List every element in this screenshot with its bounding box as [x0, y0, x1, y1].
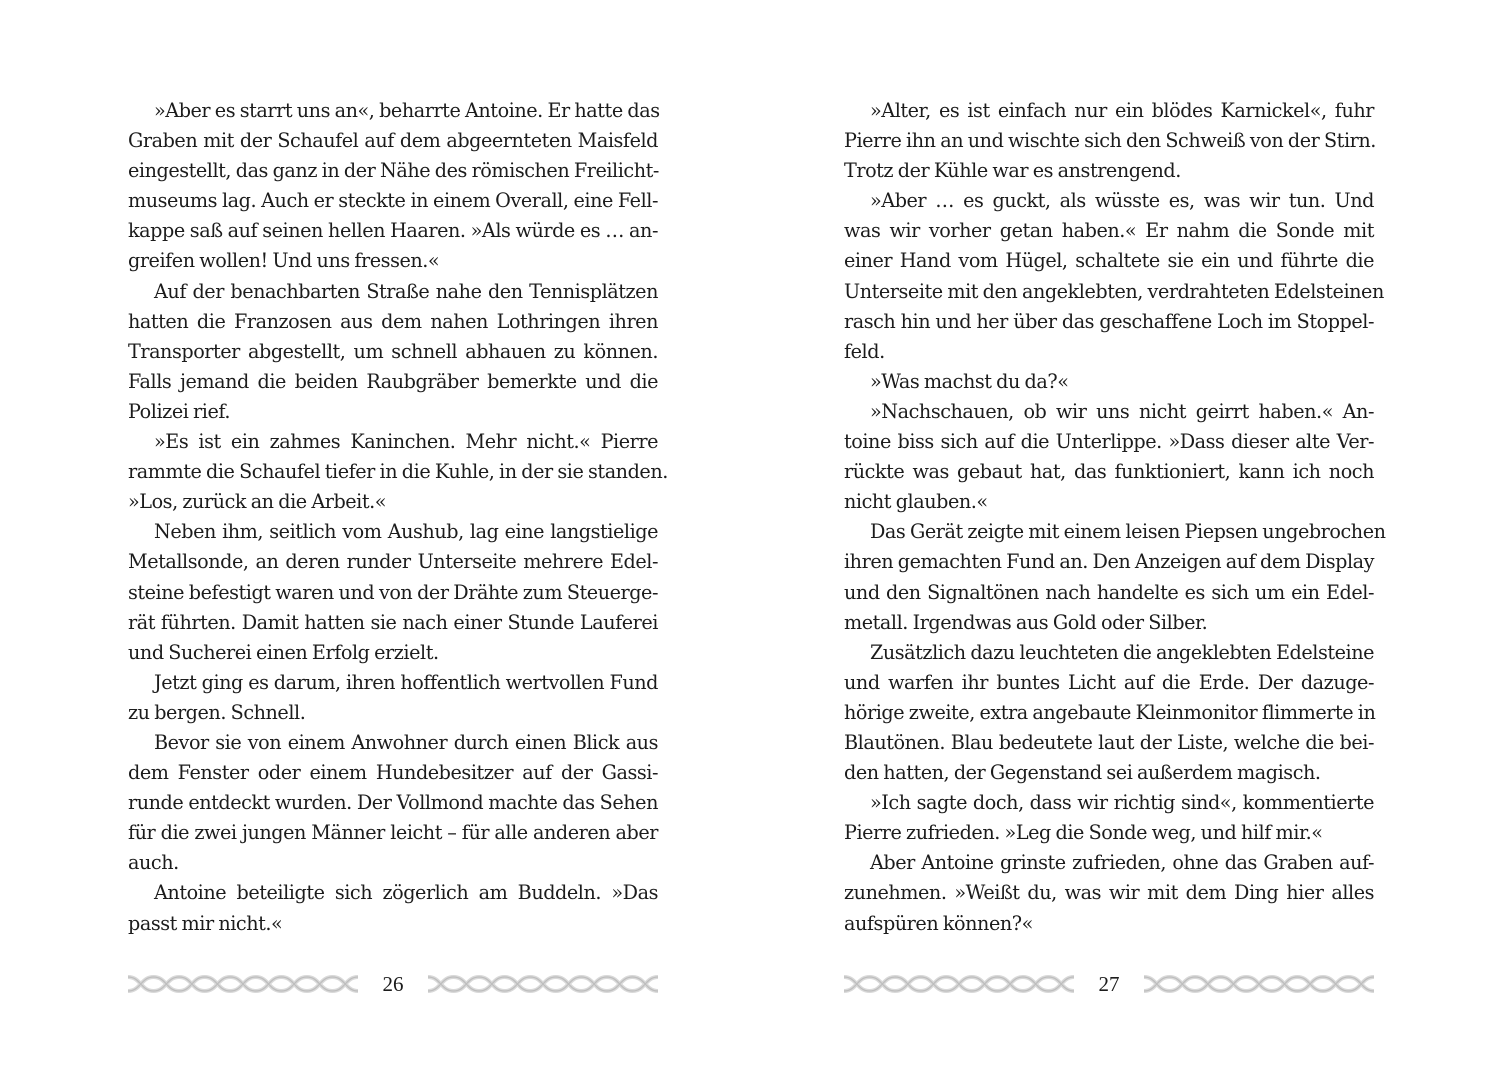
text-line: nicht glauben.«	[844, 490, 988, 514]
text-line: Das Gerät zeigte mit einem leisen Piepsen ungebrochen	[870, 520, 1386, 544]
text-line: »Los, zurück an die Arbeit.«	[128, 490, 387, 514]
text-line: Auf der benachbarten Straße nahe den Tennisplätzen	[154, 279, 658, 303]
text-line: den hatten, der Gegenstand sei außerdem magisch.	[844, 761, 1321, 785]
text-line: feld.	[844, 339, 885, 363]
page-number: 27	[1098, 972, 1120, 996]
text-line: »Ich sagte doch, dass wir richtig sind«, kommentierte	[870, 791, 1374, 815]
text-line: museums lag. Auch er steckte in einem Overall, eine Fell-	[128, 189, 658, 213]
text-line: »Es ist ein zahmes Kaninchen. Mehr nicht.« Pierre	[154, 430, 658, 454]
text-line: eingestellt, das ganz in der Nähe des römischen Freilicht-	[128, 159, 659, 183]
braid-ornament-icon	[428, 969, 658, 999]
text-line: und Sucherei einen Erfolg erzielt.	[128, 640, 439, 664]
text-line: Transporter abgestellt, um schnell abhauen zu können.	[128, 339, 658, 363]
text-line: und den Signaltönen nach handelte es sich um ein Edel-	[844, 580, 1374, 604]
text-line: rät führten. Damit hatten sie nach einer Stunde Lauferei	[128, 610, 658, 634]
text-line: rammte die Schaufel tiefer in die Kuhle, in der sie standen.	[128, 460, 668, 484]
text-line: Jetzt ging es darum, ihren hoffentlich wertvollen Fund	[154, 670, 658, 694]
text-line: Unterseite mit den angeklebten, verdrahteten Edelsteinen	[844, 279, 1384, 303]
text-line: Neben ihm, seitlich vom Aushub, lag eine langstielige	[154, 520, 658, 544]
braid-ornament-icon	[844, 969, 1074, 999]
text-line: ihren gemachten Fund an. Den Anzeigen auf dem Display	[844, 550, 1375, 574]
text-line: Bevor sie von einem Anwohner durch einen Blick aus	[154, 730, 658, 754]
text-line: dem Fenster oder einem Hundebesitzer auf der Gassi-	[128, 761, 658, 785]
text-line: hörige zweite, extra angebaute Kleinmonitor flimmerte in	[844, 700, 1376, 724]
text-line: Pierre zufrieden. »Leg die Sonde weg, und hilf mir.«	[844, 821, 1323, 845]
right-page	[844, 96, 1386, 939]
text-line: Zusätzlich dazu leuchteten die angeklebten Edelsteine	[870, 640, 1375, 664]
text-line: »Aber es starrt uns an«, beharrte Antoine. Er hatte das	[154, 99, 660, 122]
text-line: Metallsonde, an deren runder Unterseite mehrere Edel-	[128, 550, 658, 574]
text-line: »Was machst du da?«	[870, 369, 1069, 393]
braid-ornament-icon	[128, 969, 358, 999]
text-line: Polizei rief.	[128, 399, 230, 423]
text-line: metall. Irgendwas aus Gold oder Silber.	[844, 610, 1208, 634]
right-page-footer	[844, 969, 1374, 999]
text-line: hatten die Franzosen aus dem nahen Lothringen ihren	[128, 309, 658, 333]
text-line: rasch hin und her über das geschaffene Loch im Stoppel-	[844, 309, 1374, 333]
text-line: zu bergen. Schnell.	[128, 700, 306, 724]
page-number: 26	[382, 972, 404, 996]
text-line: Pierre ihn an und wischte sich den Schweiß von der Stirn.	[844, 129, 1376, 153]
text-line: für die zwei jungen Männer leicht – für alle anderen aber	[128, 821, 658, 845]
text-line: »Alter, es ist einfach nur ein blödes Karnickel«, fuhr	[870, 99, 1374, 122]
text-line: greifen wollen! Und uns fressen.«	[128, 249, 440, 273]
text-line: Blautönen. Blau bedeutete laut der Liste, welche die bei-	[844, 730, 1374, 754]
text-line: rückte was gebaut hat, das funktioniert, kann ich noch	[844, 460, 1374, 484]
right-page-text	[844, 96, 1386, 939]
text-line: und warfen ihr buntes Licht auf die Erde. Der dazuge-	[844, 670, 1374, 694]
text-line: steine befestigt waren und von der Drähte zum Steuerge-	[128, 580, 658, 604]
text-line: Trotz der Kühle war es anstrengend.	[844, 159, 1181, 183]
text-line: passt mir nicht.«	[128, 911, 283, 935]
text-line: Antoine beteiligte sich zögerlich am Buddeln. »Das	[154, 881, 658, 905]
text-line: Graben mit der Schaufel auf dem abgeernteten Maisfeld	[128, 129, 658, 153]
text-line: runde entdeckt wurden. Der Vollmond machte das Sehen	[128, 791, 658, 815]
text-line: »Nachschauen, ob wir uns nicht geirrt haben.« An-	[870, 399, 1374, 423]
braid-ornament-icon	[1144, 969, 1374, 999]
text-line: aufspüren können?«	[844, 911, 1033, 935]
text-line: Aber Antoine grinste zufrieden, ohne das Graben auf-	[870, 851, 1374, 875]
text-line: »Aber … es guckt, als wüsste es, was wir tun. Und	[870, 189, 1374, 213]
text-line: zunehmen. »Weißt du, was wir mit dem Ding hier alles	[844, 881, 1374, 905]
text-line: Falls jemand die beiden Raubgräber bemerkte und die	[128, 369, 658, 393]
text-line: was wir vorher getan haben.« Er nahm die Sonde mit	[844, 219, 1374, 243]
text-line: auch.	[128, 851, 179, 875]
text-line: toine biss sich auf die Unterlippe. »Dass dieser alte Ver-	[844, 430, 1374, 454]
left-page-footer	[128, 969, 658, 999]
text-line: kappe saß auf seinen hellen Haaren. »Als würde es … an-	[128, 219, 658, 243]
left-page-text	[128, 96, 668, 939]
left-page	[128, 96, 668, 939]
text-line: einer Hand vom Hügel, schaltete sie ein und führte die	[844, 249, 1374, 273]
